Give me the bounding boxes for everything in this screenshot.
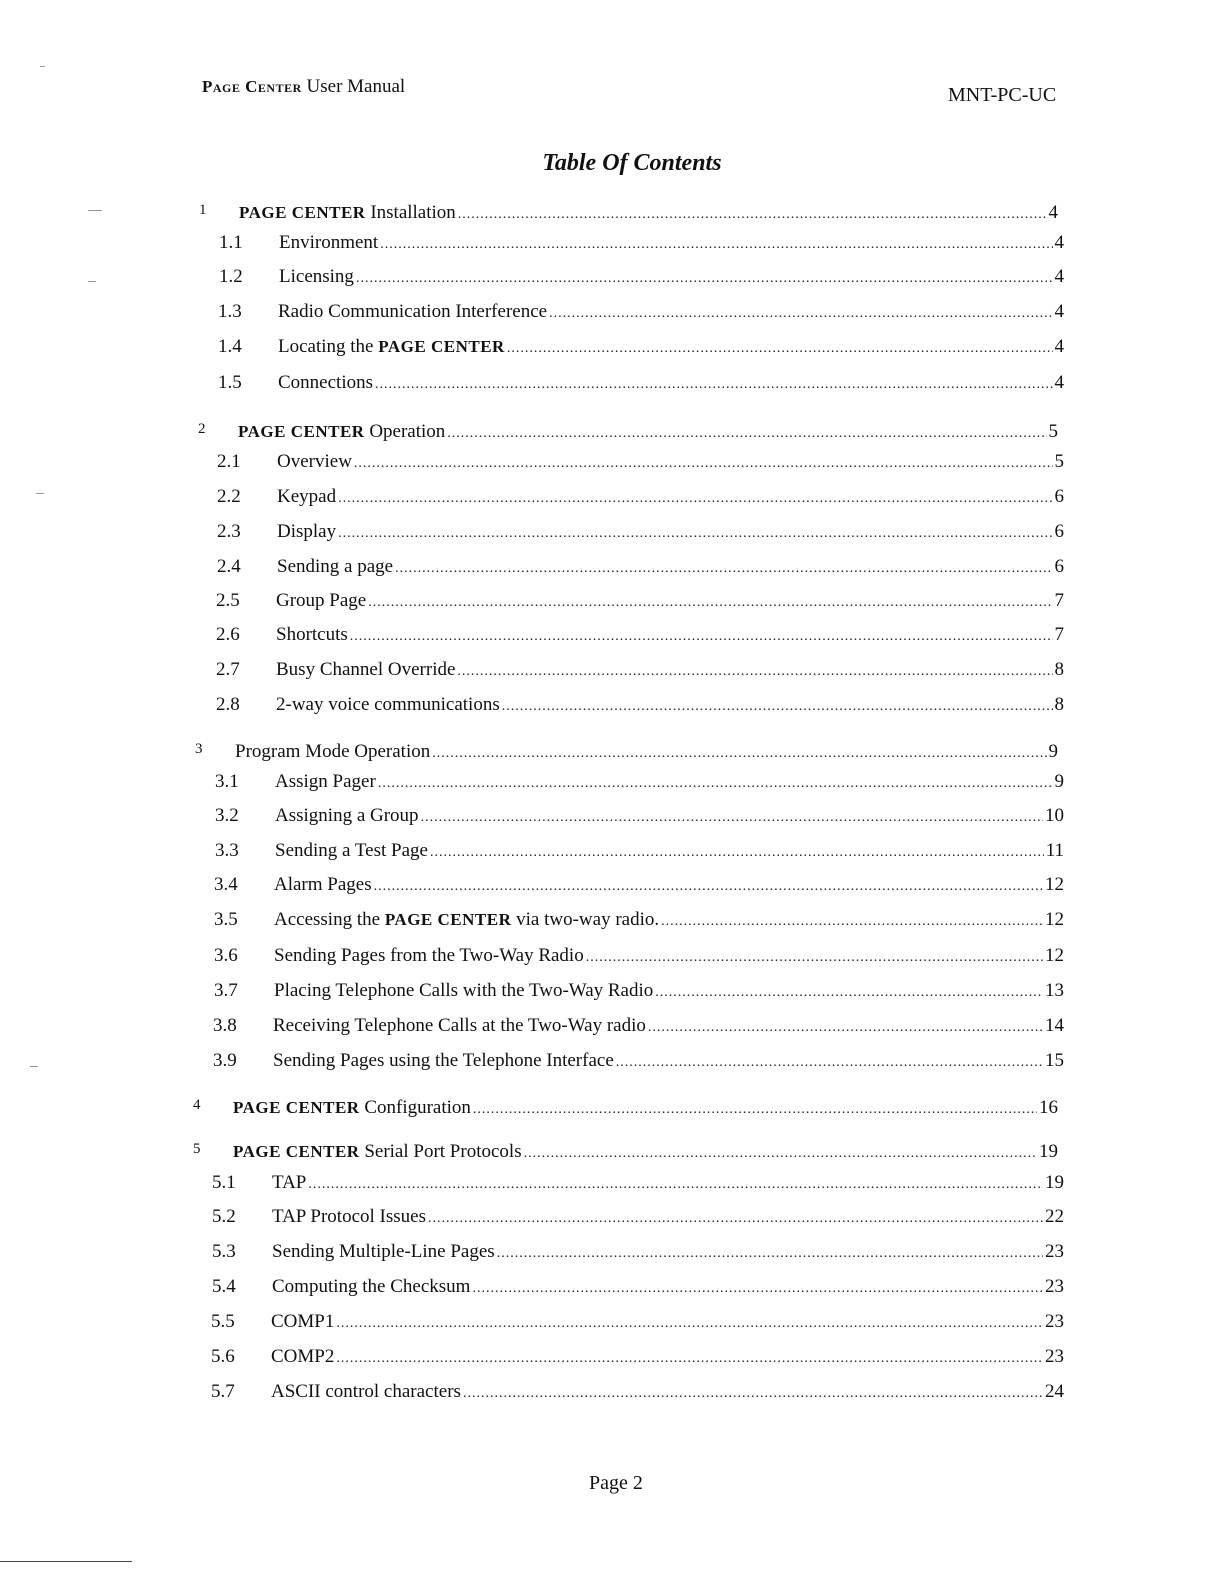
toc-entry-label-text: Display (277, 521, 337, 542)
toc-entry[interactable] (216, 694, 1064, 720)
toc-entry[interactable] (216, 624, 1064, 650)
toc-entry-number: 3.9 (213, 1050, 237, 1071)
dot-leader (336, 1351, 1043, 1367)
toc-entry-number: 2 (198, 421, 206, 437)
toc-entry-label-text: Sending Multiple-Line Pages (272, 1241, 495, 1262)
toc-entry[interactable] (214, 945, 1064, 971)
toc-entry-label-text: Busy Channel Override (276, 659, 456, 680)
toc-entry-number: 5.5 (211, 1311, 235, 1332)
toc-entry-number: 1.1 (219, 232, 243, 253)
toc-entry[interactable] (217, 556, 1064, 582)
toc-entry-label (271, 1346, 334, 1368)
toc-entry-label (272, 1276, 470, 1298)
toc-entry-number: 2.8 (216, 694, 240, 715)
toc-entry-label (275, 840, 428, 862)
toc-entry-label-text: Keypad (277, 486, 337, 507)
dot-leader (356, 271, 1053, 287)
toc-entry-label-text: Program Mode Operation (235, 741, 431, 762)
toc-entry-label (271, 1311, 334, 1333)
dot-leader (507, 341, 1053, 357)
dot-leader (549, 306, 1052, 322)
toc-entry-number: 3.4 (214, 874, 238, 895)
toc-entry-page: 13 (1045, 980, 1064, 1001)
toc-entry-page: 4 (1054, 232, 1064, 253)
toc-entry-page: 22 (1045, 1206, 1064, 1227)
toc-entry-label-text: via two-way radio. (511, 909, 660, 930)
dot-leader (432, 746, 1046, 762)
dot-leader (430, 845, 1044, 861)
toc-entry[interactable] (199, 202, 1058, 228)
toc-entry-page: 11 (1045, 840, 1064, 861)
dot-leader (616, 1055, 1043, 1071)
toc-entry-label (274, 945, 584, 967)
dot-leader (472, 1281, 1043, 1297)
toc-entry-label (278, 301, 547, 323)
toc-entry-label (275, 771, 376, 793)
toc-entry-number: 5.2 (212, 1206, 236, 1227)
toc-entry-label (276, 624, 348, 646)
toc-entry-page: 8 (1054, 694, 1064, 715)
toc-entry-label-text: Radio Communication Interference (278, 301, 548, 322)
toc-entry-label-text: Locating the (278, 336, 379, 357)
toc-entry-page: 7 (1054, 590, 1064, 611)
toc-entry-label (279, 232, 378, 254)
toc-entry-page: 4 (1054, 372, 1064, 393)
toc-entry-label (275, 805, 419, 827)
dot-leader (457, 664, 1052, 680)
scan-mark (0, 1561, 132, 1562)
toc-entry[interactable] (193, 1141, 1058, 1167)
toc-entry[interactable] (212, 1241, 1064, 1267)
toc-entry-label (235, 741, 430, 763)
toc-entry-label (274, 874, 372, 896)
toc-entry-label-text: Group Page (276, 590, 367, 611)
dot-leader (368, 595, 1052, 611)
toc-entry-number: 1.2 (219, 266, 243, 287)
toc-entry-number: 2.4 (217, 556, 241, 577)
toc-entry-number: 3.3 (215, 840, 239, 861)
toc-entry-page: 12 (1045, 909, 1064, 930)
toc-entry-number: 3.1 (215, 771, 239, 792)
dot-leader (502, 699, 1053, 715)
toc-entry-label-text: Overview (277, 451, 352, 472)
dot-leader (428, 1211, 1043, 1227)
toc-entry-number: 3.8 (213, 1015, 237, 1036)
dot-leader (350, 629, 1053, 645)
toc-entry-number: 3.7 (214, 980, 238, 1001)
toc-entry[interactable] (219, 266, 1064, 292)
toc-entry[interactable] (216, 659, 1064, 685)
toc-entry-number: 3.2 (215, 805, 239, 826)
toc-entry-label-text: Operation (364, 421, 446, 442)
toc-entry-page: 4 (1048, 202, 1058, 223)
toc-entry-label-text: Licensing (279, 266, 354, 287)
toc-entry-page: 8 (1054, 659, 1064, 680)
toc-entry-page: 19 (1045, 1172, 1064, 1193)
toc-entry-page: 19 (1039, 1141, 1058, 1162)
toc-entry-label-text: Computing the Checksum (272, 1276, 471, 1297)
toc-entry-label-text: 2-way voice communications (276, 694, 500, 715)
dot-leader (378, 776, 1053, 792)
toc-entry[interactable] (217, 451, 1064, 477)
dot-leader (375, 377, 1053, 393)
toc-entry-number: 5.3 (212, 1241, 236, 1262)
dot-leader (308, 1177, 1043, 1193)
scan-mark (40, 66, 45, 67)
toc-entry-page: 6 (1054, 486, 1064, 507)
toc-entry-label (277, 556, 393, 578)
toc-entry-product-name: PAGE CENTER (384, 910, 512, 929)
toc-entry-label-text: Accessing the (274, 909, 385, 930)
scan-mark (88, 281, 96, 282)
dot-leader (338, 491, 1052, 507)
toc-entry-number: 2.2 (217, 486, 241, 507)
dot-leader (421, 810, 1043, 826)
toc-entry-label (276, 694, 500, 716)
toc-entry-label-text: Placing Telephone Calls with the Two-Way Radio (274, 980, 654, 1001)
toc-entry[interactable] (211, 1311, 1064, 1337)
toc-entry[interactable] (198, 421, 1058, 447)
toc-entry[interactable] (218, 372, 1064, 398)
toc-entry-number: 1.4 (218, 336, 242, 357)
dot-leader (338, 526, 1052, 542)
dot-leader (586, 950, 1043, 966)
toc-entry-label-text: ASCII control characters (271, 1381, 461, 1402)
toc-entry[interactable] (212, 1206, 1064, 1232)
toc-entry-label (276, 659, 455, 681)
toc-entry[interactable] (213, 1015, 1064, 1041)
toc-entry-page: 9 (1054, 771, 1064, 792)
scan-mark (88, 210, 102, 211)
dot-leader (395, 561, 1052, 577)
toc-entry-label (273, 1050, 614, 1072)
toc-entry-number: 1 (199, 202, 207, 218)
toc-entry-number: 5.1 (212, 1172, 236, 1193)
toc-entry-page: 12 (1045, 945, 1064, 966)
toc-entry-label-text: COMP1 (271, 1311, 335, 1332)
toc-entry-label (279, 266, 354, 288)
toc-entry-label (277, 521, 336, 543)
toc-entry[interactable] (215, 840, 1064, 866)
scan-mark (30, 1066, 38, 1067)
toc-title: Table Of Contents (542, 150, 722, 176)
toc-entry-label (276, 590, 366, 612)
toc-entry-label-text: TAP (272, 1172, 307, 1193)
toc-entry-page: 24 (1045, 1381, 1064, 1402)
toc-entry-number: 5.6 (211, 1346, 235, 1367)
toc-entry-product-name: PAGE CENTER (233, 1142, 360, 1161)
toc-entry-product-name: PAGE CENTER (233, 1098, 360, 1117)
toc-entry-page: 23 (1045, 1311, 1064, 1332)
toc-entry-number: 1.3 (218, 301, 242, 322)
toc-entry-product-name: PAGE CENTER (378, 337, 505, 356)
toc-entry-number: 3 (195, 741, 203, 757)
toc-entry-label-text: Alarm Pages (274, 874, 372, 895)
toc-entry-label-text: TAP Protocol Issues (272, 1206, 426, 1227)
toc-entry-page: 12 (1045, 874, 1064, 895)
toc-entry-label (272, 1206, 426, 1228)
scan-mark (36, 493, 44, 494)
toc-entry-label (238, 421, 445, 443)
toc-entry-page: 4 (1054, 301, 1064, 322)
toc-entry-page: 16 (1039, 1097, 1058, 1118)
toc-entry-label-text: Environment (279, 232, 379, 253)
toc-entry-label-text: Assign Pager (275, 771, 376, 792)
toc-entry-number: 5 (193, 1141, 201, 1157)
toc-entry[interactable] (217, 486, 1064, 512)
dot-leader (336, 1316, 1043, 1332)
toc-entry[interactable] (215, 805, 1064, 831)
dot-leader (473, 1102, 1037, 1118)
toc-entry-page: 15 (1045, 1050, 1064, 1071)
toc-entry-page: 10 (1045, 805, 1064, 826)
toc-entry-label (233, 1097, 471, 1119)
dot-leader (458, 207, 1047, 223)
toc-entry[interactable] (214, 909, 1064, 935)
toc-entry-label (277, 486, 336, 508)
toc-entry[interactable] (211, 1346, 1064, 1372)
toc-entry[interactable] (214, 980, 1064, 1006)
toc-entry[interactable] (212, 1276, 1064, 1302)
toc-entry-label (274, 980, 653, 1002)
toc-entry-label (278, 372, 373, 394)
toc-entry[interactable] (218, 301, 1064, 327)
toc-entry-label-text: COMP2 (271, 1346, 335, 1367)
toc-entry-label-text: Serial Port Protocols (359, 1141, 522, 1162)
dot-leader (374, 879, 1043, 895)
toc-entry-label (239, 202, 456, 224)
dot-leader (648, 1020, 1043, 1036)
toc-entry[interactable] (218, 336, 1064, 362)
dot-leader (497, 1246, 1043, 1262)
toc-entry-label-text: Sending a page (277, 556, 394, 577)
toc-entry[interactable] (213, 1050, 1064, 1076)
page-number: Page 2 (589, 1472, 643, 1494)
toc-entry-number: 2.3 (217, 521, 241, 542)
toc-entry-number: 5.7 (211, 1381, 235, 1402)
dot-leader (524, 1146, 1037, 1162)
header-brand: Page Center (202, 77, 302, 96)
toc-entry-label-text: Connections (278, 372, 373, 393)
toc-entry[interactable] (214, 874, 1064, 900)
toc-entry[interactable] (193, 1097, 1058, 1123)
toc-entry[interactable] (219, 232, 1064, 258)
toc-entry-label (271, 1381, 461, 1403)
dot-leader (447, 426, 1046, 442)
toc-entry-label (273, 1015, 646, 1037)
dot-leader (354, 456, 1053, 472)
toc-entry-number: 2.5 (216, 590, 240, 611)
toc-entry-number: 2.6 (216, 624, 240, 645)
toc-entry-page: 14 (1045, 1015, 1064, 1036)
toc-entry-page: 5 (1054, 451, 1064, 472)
toc-entry-label (233, 1141, 522, 1163)
toc-entry-label-text: Assigning a Group (275, 805, 419, 826)
toc-entry-page: 4 (1054, 266, 1064, 287)
dot-leader (661, 914, 1043, 930)
dot-leader (463, 1386, 1043, 1402)
dot-leader (380, 237, 1052, 253)
toc-entry[interactable] (217, 521, 1064, 547)
toc-entry-label-text: Sending Pages from the Two-Way Radio (274, 945, 584, 966)
toc-entry-number: 5.4 (212, 1276, 236, 1297)
toc-entry-product-name: PAGE CENTER (239, 203, 366, 222)
toc-entry-number: 3.5 (214, 909, 238, 930)
toc-entry[interactable] (195, 741, 1058, 767)
toc-entry-label-text: Shortcuts (276, 624, 348, 645)
toc-entry-label-text: Sending Pages using the Telephone Interface (273, 1050, 614, 1071)
toc-entry[interactable] (211, 1381, 1064, 1407)
toc-entry-page: 23 (1045, 1241, 1064, 1262)
document-code: MNT-PC-UC (948, 84, 1057, 106)
toc-entry-page: 23 (1045, 1346, 1064, 1367)
toc-entry-number: 4 (193, 1097, 201, 1113)
header-title-rest: User Manual (301, 76, 406, 97)
toc-entry-number: 1.5 (218, 372, 242, 393)
toc-entry-label (274, 909, 659, 931)
toc-entry-label (278, 336, 505, 358)
toc-entry-label-text: Installation (365, 202, 456, 223)
toc-entry-page: 9 (1048, 741, 1058, 762)
toc-entry-number: 2.7 (216, 659, 240, 680)
toc-entry-page: 5 (1048, 421, 1058, 442)
toc-entry-label (272, 1241, 495, 1263)
toc-entry[interactable] (215, 771, 1064, 797)
toc-entry-page: 7 (1054, 624, 1064, 645)
dot-leader (655, 985, 1043, 1001)
toc-entry-label-text: Sending a Test Page (275, 840, 428, 861)
toc-entry-page: 4 (1054, 336, 1064, 357)
toc-entry-label-text: Receiving Telephone Calls at the Two-Way radio (273, 1015, 646, 1036)
toc-entry[interactable] (212, 1172, 1064, 1198)
toc-entry-page: 6 (1054, 521, 1064, 542)
toc-entry-page: 6 (1054, 556, 1064, 577)
toc-entry-product-name: PAGE CENTER (238, 422, 365, 441)
toc-entry-number: 3.6 (214, 945, 238, 966)
toc-entry-number: 2.1 (217, 451, 241, 472)
toc-entry-label (277, 451, 352, 473)
toc-entry-label-text: Configuration (359, 1097, 471, 1118)
toc-entry[interactable] (216, 590, 1064, 616)
toc-entry-label (272, 1172, 306, 1194)
toc-entry-page: 23 (1045, 1276, 1064, 1297)
